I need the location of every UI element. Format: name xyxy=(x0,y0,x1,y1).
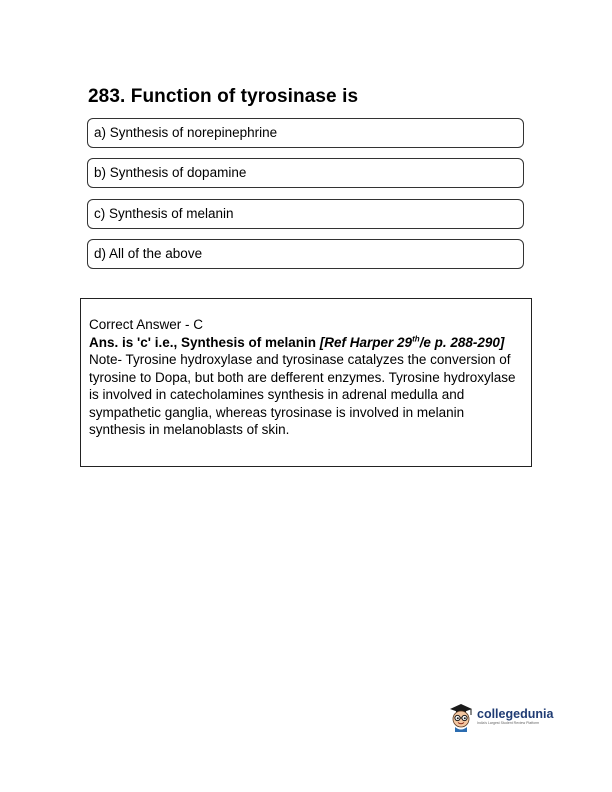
answer-explanation-box xyxy=(80,298,532,467)
answer-prefix: Ans. is 'c' i.e., Synthesis of melanin xyxy=(89,334,316,350)
correct-answer-label: Correct Answer - C xyxy=(89,317,204,332)
answer-statement xyxy=(89,334,523,352)
reference-pre: [Ref Harper 29 xyxy=(319,334,413,350)
collegedunia-logo xyxy=(447,702,553,732)
mascot-icon xyxy=(447,702,475,732)
question-title: 283. Function of tyrosinase is xyxy=(88,86,359,107)
reference xyxy=(320,335,505,350)
option-a[interactable]: a) Synthesis of norepinephrine xyxy=(87,118,524,148)
option-d[interactable]: d) All of the above xyxy=(87,239,524,269)
option-b[interactable]: b) Synthesis of dopamine xyxy=(87,158,524,188)
reference-post: /e p. 288-290] xyxy=(419,334,505,350)
brand-name: collegedunia xyxy=(477,707,554,721)
answer-note: Note- Tyrosine hydroxylase and tyrosinase catalyzes the conversion of tyrosine to Dopa, but both are defferent enzymes. Tyrosine hydroxylase is involved in catecholamines synthesis in adrenal medulla and sympathetic ganglia, whereas tyrosinase is involved in melanin synthesis in melanoblasts of skin. xyxy=(89,352,516,437)
brand-tagline: India's Largest Student Review Platform xyxy=(477,721,540,725)
reference-sup: th xyxy=(412,334,420,343)
option-c[interactable]: c) Synthesis of melanin xyxy=(87,199,524,229)
